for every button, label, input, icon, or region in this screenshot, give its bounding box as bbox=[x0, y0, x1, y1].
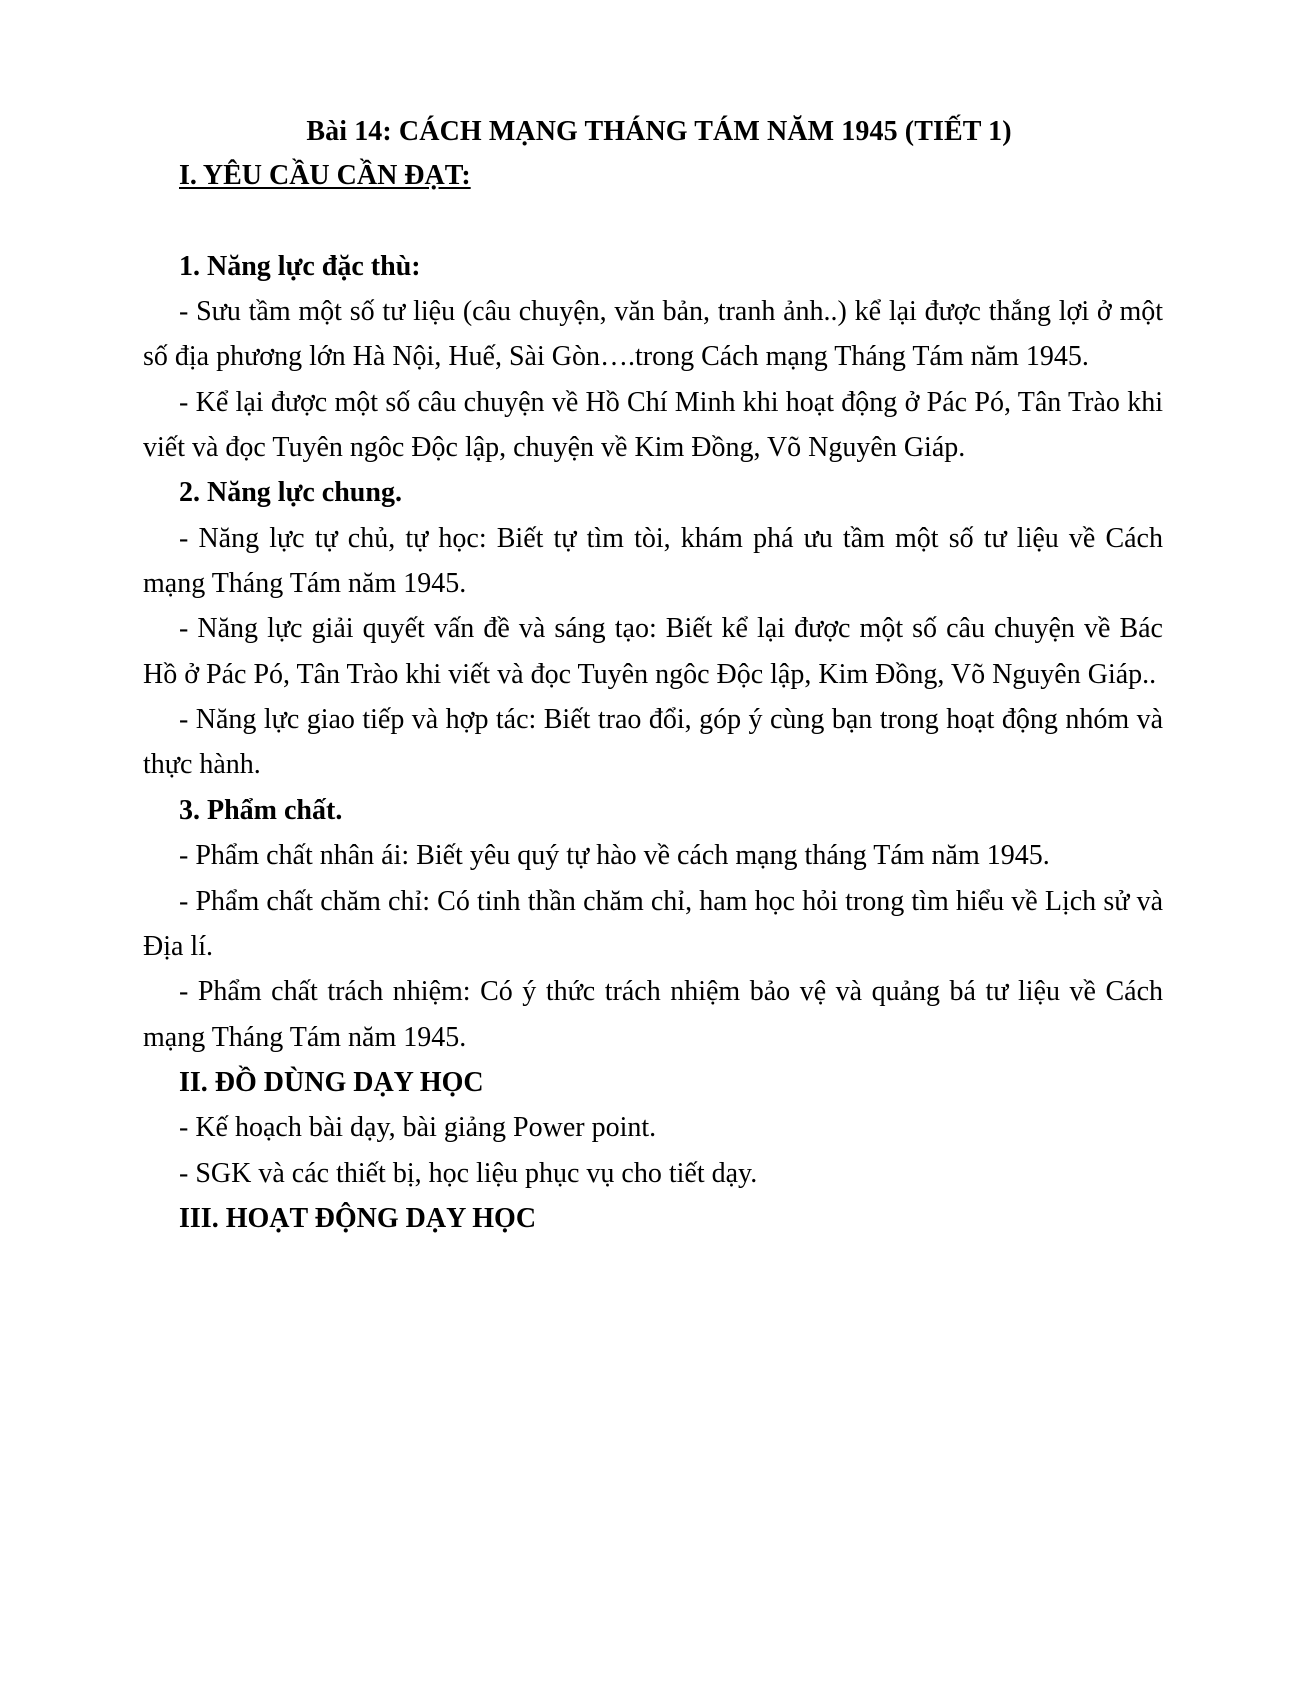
paragraph: - Năng lực giao tiếp và hợp tác: Biết trao đổi, góp ý cùng bạn trong hoạt động nhóm và thực hành. bbox=[143, 704, 1163, 781]
paragraph: - Phẩm chất nhân ái: Biết yêu quý tự hào về cách mạng tháng Tám năm 1945. bbox=[179, 840, 1050, 872]
paragraph: - Kể lại được một số câu chuyện về Hồ Chí Minh khi hoạt động ở Pác Pó, Tân Trào khi viết và đọc Tuyên ngôc Độc lập, chuyện về Kim Đồng, Võ Nguyên Giáp. bbox=[143, 386, 1163, 463]
spacer bbox=[143, 196, 1163, 244]
paragraph: - SGK và các thiết bị, học liệu phục vụ cho tiết dạy. bbox=[179, 1157, 758, 1189]
paragraph: - Kế hoạch bài dạy, bài giảng Power point. bbox=[179, 1112, 657, 1144]
document-body bbox=[143, 112, 1163, 1241]
paragraph: - Năng lực tự chủ, tự học: Biết tự tìm tòi, khám phá ưu tầm một số tư liệu về Cách mạng Tháng Tám năm 1945. bbox=[143, 522, 1163, 600]
subsection-heading-1: 1. Năng lực đặc thù: bbox=[179, 250, 421, 282]
paragraph: - Năng lực giải quyết vấn đề và sáng tạo: Biết kể lại được một số câu chuyện về Bác Hồ ở Pác Pó, Tân Trào khi viết và đọc Tuyên ngôc Độc lập, Kim Đồng, Võ Nguyên Giáp.. bbox=[143, 613, 1163, 690]
paragraph: - Phẩm chất trách nhiệm: Có ý thức trách nhiệm bảo vệ và quảng bá tư liệu về Cách mạng Tháng Tám năm 1945. bbox=[143, 976, 1163, 1053]
paragraph: - Sưu tầm một số tư liệu (câu chuyện, văn bản, tranh ảnh..) kể lại được thắng lợi ở một số địa phương lớn Hà Nội, Huế, Sài Gòn….trong Cách mạng Tháng Tám năm 1945. bbox=[143, 295, 1163, 373]
page-title: Bài 14: CÁCH MẠNG THÁNG TÁM NĂM 1945 (TIẾT 1) bbox=[306, 116, 1012, 147]
section-heading-i: I. YÊU CẦU CẦN ĐẠT: bbox=[179, 159, 471, 191]
section-heading-ii: II. ĐỒ DÙNG DẠY HỌC bbox=[179, 1066, 484, 1098]
paragraph: - Phẩm chất chăm chỉ: Có tinh thần chăm chỉ, ham học hỏi trong tìm hiểu về Lịch sử và Địa lí. bbox=[143, 885, 1163, 962]
section-heading-iii: III. HOẠT ĐỘNG DẠY HỌC bbox=[179, 1203, 537, 1235]
subsection-heading-2: 2. Năng lực chung. bbox=[179, 477, 402, 509]
subsection-heading-3: 3. Phẩm chất. bbox=[179, 794, 343, 826]
